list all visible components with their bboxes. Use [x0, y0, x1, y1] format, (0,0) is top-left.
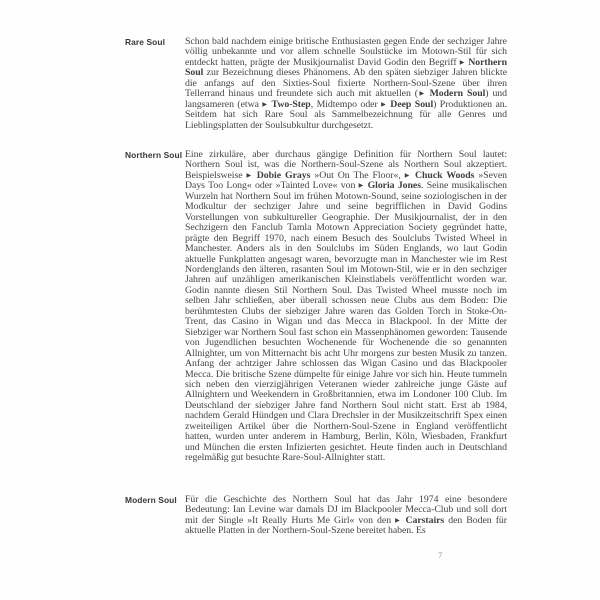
xref-arrow-icon: ▶ — [395, 516, 402, 524]
page-number: 7 — [438, 550, 443, 560]
entry-body: Eine zirkuläre, aber durchaus gängige Definition für Northern Soul lautet: Northern Soul ist, was die Northern-Soul-Szene als Northern Soul akzeptiert. Beispielsweise ▶ Dobie Grays »Out On The Floor«, ▶ Chuck Woods »Seven Days Too Long« oder »Tainted Love« von ▶ Gloria Jones. Seine musikalischen Wurzeln hat Northern Soul im frühen Motown-Sound, seine soziologischen in der Modkultur der sechziger Jahre und seine begrifflichen in David Godins Vorstellungen von subkultureller Geographie. Der Musikjournalist, der in den Sechzigern den Fanclub Tamla Motown Appreciation Society gegründet hatte, prägte den Begriff 1970, nach einem Besuch des Soulclubs Twisted Wheel in Manchester. Anders als in den Soulclubs im Süden Englands, wo laut Godin aktuelle Funkplatten angesagt waren, bevorzugte man in Manchester wie im Rest Nordenglands den älteren, rasanten Soul im Motown-Stil, wie er in den sechziger Jahren auf unzähligen amerikanischen Kleinstlabels veröffentlicht worden war. Godin nannte diesen Stil Northern Soul. Das Twisted Wheel musste noch im selben Jahr schließen, aber überall schossen neue Clubs aus dem Boden: Die berühmtesten Clubs der siebziger Jahre waren das Golden Torch in Stoke-On-Trent, das Casino in Wigan und das Mecca in Blackpool. In der Mitte der Siebziger war Northern Soul fast schon ein Massenphänomen geworden: Tausende von Jugendlichen besuchten Wochenende für Wochenende die so genannten Allnighter, um von Mitternacht bis acht Uhr morgens zur besten Musik zu tanzen. Anfang der achtziger Jahre schlossen das Wigan Casino und das Blackpooler Mecca. Die britische Szene dümpelte für einige Jahre vor sich hin. Heute tummeln sich neben den vierzigjährigen Veteranen wieder zahlreiche junge Gäste auf Allnightern und Weekendern in Großbritannien, etwa im Londoner 100 Club. Im Deutschland der siebziger Jahre fand Northern Soul nicht statt. Erst ab 1984, nachdem Gerald Hündgen und Clara Drechsler in der Musikzeitschrift Spex einen zweiteiligen Artikel über die Northern-Soul-Szene in England veröffentlicht hatten, wurden unter anderem in Hamburg, Berlin, Köln, Wiesbaden, Frankfurt und München die ersten Infizierten gesichtet. Heute finden auch in Deutschland regelmäßig gut besuchte Rare-Soul-Allnighter statt. — [185, 149, 507, 464]
entry-term: Northern Soul — [125, 150, 183, 160]
xref-term: Gloria Jones — [364, 180, 421, 192]
glossary-entry-northern-soul — [125, 150, 507, 464]
xref-term: Two-Step — [268, 98, 311, 110]
xref-arrow-icon: ▶ — [417, 90, 426, 98]
xref-term: Carstairs — [401, 514, 445, 526]
glossary-entry-modern-soul — [125, 495, 507, 537]
cross-reference — [418, 88, 485, 99]
xref-arrow-icon: ▶ — [381, 100, 387, 108]
xref-arrow-icon: ▶ — [262, 100, 269, 108]
xref-term: Chuck Woods — [411, 169, 475, 181]
cross-reference — [247, 170, 311, 181]
xref-term: Northern Soul — [185, 56, 507, 79]
cross-reference — [359, 180, 421, 191]
entry-term: Modern Soul — [125, 495, 177, 505]
xref-term: Dobie Grays — [252, 169, 311, 181]
xref-arrow-icon: ▶ — [459, 58, 466, 66]
entry-body: Für die Geschichte des Northern Soul hat das Jahr 1974 eine besondere Bedeutung: Ian Levine war damals DJ im Blackpooler Mecca-Club und soll dort mit der Single »It Really Hurts Me Girl« von den ▶ Carstairs den Boden für aktuelle Platten in der Northern-Soul-Szene bereitet haben. Es — [185, 494, 507, 537]
entry-body: Schon bald nachdem einige britische Enthusiasten gegen Ende der sechziger Jahre völlig unbekannte und vor allem schnelle Soulstücke im Motown-Stil für sich entdeckt hatten, prägte der Musikjournalist David Godin den Begriff ▶ Northern Soul zur Bezeichnung dieses Phänomens. Ab den späten siebziger Jahren blickte die anfangs auf den Sixties-Soul fixierte Northern-Soul-Szene über ihren Tellerrand hinaus und freundete sich auch mit aktuellen (▶ Modern Soul) und langsameren (etwa ▶ Two-Step, Midtempo oder ▶ Deep Soul) Produktionen an. Seitdem hat sich Rare Soul als Sammelbezeichnung für alle Genres und Lieblingsplatten der Soulsubkultur durchgesetzt. — [185, 36, 508, 131]
cross-reference — [395, 515, 444, 526]
glossary-entry-rare-soul — [125, 37, 507, 131]
cross-reference — [262, 99, 310, 110]
xref-arrow-icon: ▶ — [404, 171, 411, 179]
xref-term: Deep Soul — [386, 98, 434, 110]
cross-reference — [381, 99, 433, 110]
xref-arrow-icon: ▶ — [246, 171, 253, 179]
xref-term: Modern Soul — [425, 88, 486, 100]
xref-arrow-icon: ▶ — [358, 182, 365, 190]
cross-reference — [405, 170, 475, 181]
entry-term: Rare Soul — [125, 37, 165, 47]
cross-reference — [185, 57, 507, 78]
